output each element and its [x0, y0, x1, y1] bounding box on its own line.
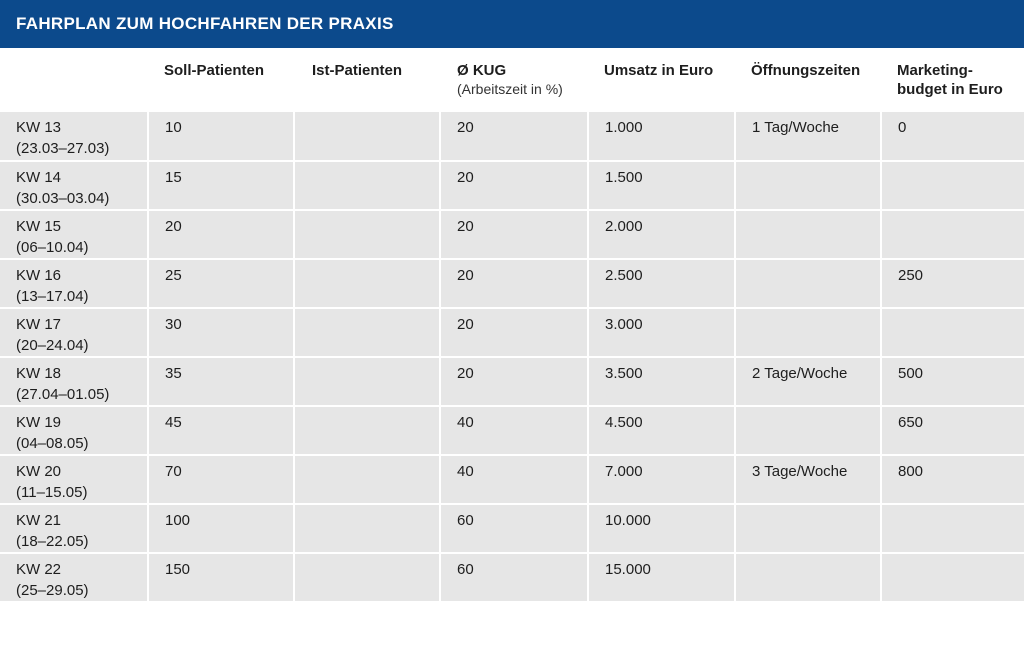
cell-umsatz: 3.500	[588, 357, 735, 406]
cell-oeffnungszeiten	[735, 504, 881, 553]
cell-kug: 20	[440, 259, 588, 308]
header-umsatz: Umsatz in Euro	[604, 62, 714, 79]
cell-kalenderwoche	[0, 161, 148, 210]
cell-soll-patienten: 70	[148, 455, 294, 504]
cell-umsatz: 4.500	[588, 406, 735, 455]
table-row	[0, 161, 1024, 210]
week-label: KW 18	[16, 365, 62, 382]
week-label: KW 15	[16, 218, 62, 235]
cell-kalenderwoche	[0, 455, 148, 504]
cell-kug: 20	[440, 210, 588, 259]
cell-soll-patienten: 150	[148, 553, 294, 602]
cell-kalenderwoche	[0, 357, 148, 406]
week-date-range: (13–17.04)	[16, 288, 89, 305]
cell-soll-patienten: 30	[148, 308, 294, 357]
table-row	[0, 504, 1024, 553]
cell-ist-patienten	[294, 553, 440, 602]
cell-marketing-budget	[881, 210, 1024, 259]
table-row	[0, 455, 1024, 504]
week-date-range: (25–29.05)	[16, 582, 89, 599]
table-header	[0, 48, 1024, 112]
cell-marketing-budget	[881, 161, 1024, 210]
header-kug	[457, 61, 563, 99]
cell-ist-patienten	[294, 406, 440, 455]
cell-kug: 20	[440, 112, 588, 161]
cell-kug: 20	[440, 308, 588, 357]
cell-marketing-budget: 0	[881, 112, 1024, 161]
cell-kug: 60	[440, 553, 588, 602]
cell-umsatz: 1.500	[588, 161, 735, 210]
week-label: KW 20	[16, 463, 62, 480]
cell-ist-patienten	[294, 161, 440, 210]
cell-ist-patienten	[294, 210, 440, 259]
week-label: KW 22	[16, 561, 62, 578]
cell-kug: 40	[440, 455, 588, 504]
cell-oeffnungszeiten	[735, 406, 881, 455]
schedule-table	[0, 112, 1024, 603]
week-label: KW 17	[16, 316, 62, 333]
cell-ist-patienten	[294, 112, 440, 161]
week-date-range: (23.03–27.03)	[16, 140, 110, 157]
cell-ist-patienten	[294, 357, 440, 406]
header-oeffnungszeiten: Öffnungszeiten	[751, 62, 861, 79]
cell-oeffnungszeiten	[735, 308, 881, 357]
cell-soll-patienten: 10	[148, 112, 294, 161]
header-marketing-line2: budget in Euro	[897, 81, 1003, 98]
cell-marketing-budget: 800	[881, 455, 1024, 504]
week-date-range: (06–10.04)	[16, 239, 89, 256]
week-date-range: (30.03–03.04)	[16, 190, 110, 207]
cell-umsatz: 3.000	[588, 308, 735, 357]
cell-kug: 20	[440, 161, 588, 210]
week-date-range: (18–22.05)	[16, 533, 89, 550]
cell-kalenderwoche	[0, 308, 148, 357]
page-title: FAHRPLAN ZUM HOCHFAHREN DER PRAXIS	[16, 14, 394, 33]
cell-soll-patienten: 25	[148, 259, 294, 308]
cell-kalenderwoche	[0, 553, 148, 602]
cell-oeffnungszeiten	[735, 259, 881, 308]
cell-oeffnungszeiten	[735, 210, 881, 259]
cell-kalenderwoche	[0, 259, 148, 308]
cell-oeffnungszeiten: 3 Tage/Woche	[735, 455, 881, 504]
header-kug-label: Ø KUG	[457, 62, 507, 79]
table-row	[0, 259, 1024, 308]
cell-umsatz: 10.000	[588, 504, 735, 553]
cell-oeffnungszeiten: 2 Tage/Woche	[735, 357, 881, 406]
cell-ist-patienten	[294, 504, 440, 553]
table-row	[0, 553, 1024, 602]
cell-umsatz: 2.500	[588, 259, 735, 308]
cell-soll-patienten: 100	[148, 504, 294, 553]
week-date-range: (27.04–01.05)	[16, 386, 110, 403]
cell-soll-patienten: 45	[148, 406, 294, 455]
cell-umsatz: 2.000	[588, 210, 735, 259]
cell-soll-patienten: 15	[148, 161, 294, 210]
table-row	[0, 406, 1024, 455]
cell-marketing-budget: 500	[881, 357, 1024, 406]
header-marketing-line1: Marketing-	[897, 62, 973, 79]
week-label: KW 13	[16, 119, 62, 136]
cell-kalenderwoche	[0, 210, 148, 259]
week-label: KW 21	[16, 512, 62, 529]
cell-kug: 60	[440, 504, 588, 553]
cell-soll-patienten: 20	[148, 210, 294, 259]
cell-marketing-budget: 250	[881, 259, 1024, 308]
cell-kalenderwoche	[0, 504, 148, 553]
cell-kalenderwoche	[0, 112, 148, 161]
cell-kalenderwoche	[0, 406, 148, 455]
cell-umsatz: 7.000	[588, 455, 735, 504]
table-row	[0, 112, 1024, 161]
table-row	[0, 210, 1024, 259]
week-label: KW 14	[16, 169, 62, 186]
header-ist-patienten: Ist-Patienten	[312, 62, 403, 79]
title-bar	[0, 0, 1024, 48]
cell-oeffnungszeiten	[735, 161, 881, 210]
week-label: KW 16	[16, 267, 62, 284]
header-kug-sub: (Arbeitszeit in %)	[457, 81, 563, 97]
table-row	[0, 357, 1024, 406]
cell-soll-patienten: 35	[148, 357, 294, 406]
header-soll-patienten: Soll-Patienten	[164, 62, 265, 79]
header-marketing	[897, 61, 1003, 99]
cell-marketing-budget	[881, 308, 1024, 357]
cell-ist-patienten	[294, 455, 440, 504]
cell-kug: 40	[440, 406, 588, 455]
cell-marketing-budget	[881, 553, 1024, 602]
week-date-range: (11–15.05)	[16, 484, 88, 501]
cell-kug: 20	[440, 357, 588, 406]
cell-oeffnungszeiten: 1 Tag/Woche	[735, 112, 881, 161]
table-row	[0, 308, 1024, 357]
week-label: KW 19	[16, 414, 62, 431]
cell-umsatz: 1.000	[588, 112, 735, 161]
cell-oeffnungszeiten	[735, 553, 881, 602]
cell-ist-patienten	[294, 308, 440, 357]
cell-umsatz: 15.000	[588, 553, 735, 602]
cell-marketing-budget: 650	[881, 406, 1024, 455]
week-date-range: (04–08.05)	[16, 435, 89, 452]
week-date-range: (20–24.04)	[16, 337, 89, 354]
cell-marketing-budget	[881, 504, 1024, 553]
cell-ist-patienten	[294, 259, 440, 308]
